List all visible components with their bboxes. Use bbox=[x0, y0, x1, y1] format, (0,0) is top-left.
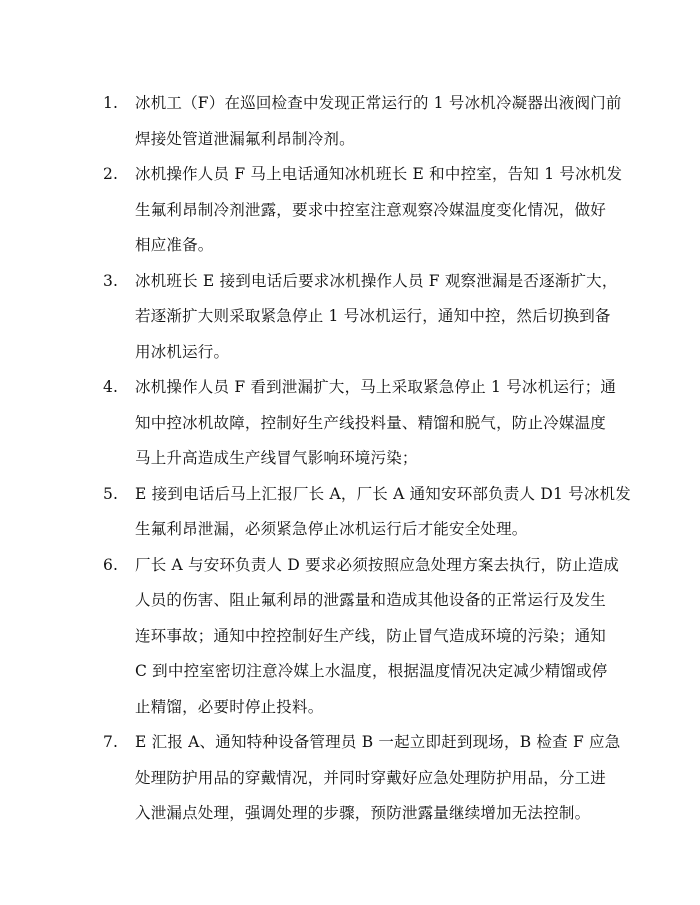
list-item bbox=[103, 264, 633, 371]
item-text-line: 冰机操作人员 F 看到泄漏扩大，马上采取紧急停止 1 号冰机运行；通 bbox=[135, 378, 617, 396]
item-text-line: 知中控冰机故障，控制好生产线投料量、精馏和脱气，防止冷媒温度 bbox=[135, 413, 607, 432]
item-text-line: 若逐渐扩大则采取紧急停止 1 号冰机运行，通知中控，然后切换到备 bbox=[135, 307, 611, 325]
item-text-line: 生氟利昂泄漏，必须紧急停止冰机运行后才能安全处理。 bbox=[135, 520, 528, 538]
item-number: 2. bbox=[103, 165, 119, 183]
item-text-line: 冰机操作人员 F 马上电话通知冰机班长 E 和中控室，告知 1 号冰机发 bbox=[135, 165, 623, 183]
item-text-line: 冰机班长 E 接到电话后要求冰机操作人员 F 观察泄漏是否逐渐扩大， bbox=[135, 271, 618, 290]
item-text-line: E 接到电话后马上汇报厂长 A，厂长 A 通知安环部负责人 D1 号冰机发 bbox=[135, 484, 631, 503]
item-text-line: 止精馏，必要时停止投料。 bbox=[135, 697, 324, 716]
list-item bbox=[103, 157, 633, 264]
item-text-line: 用冰机运行。 bbox=[135, 342, 230, 361]
item-number: 6. bbox=[103, 555, 119, 574]
list-item bbox=[103, 86, 633, 157]
list-item bbox=[103, 477, 633, 548]
item-text-line: 厂长 A 与安环负责人 D 要求必须按照应急处理方案去执行，防止造成 bbox=[135, 555, 620, 574]
procedure-list bbox=[103, 86, 633, 832]
item-number: 1. bbox=[103, 94, 119, 112]
list-item bbox=[103, 370, 633, 477]
item-text-line: 连环事故；通知中控控制好生产线，防止冒气造成环境的污染；通知 bbox=[135, 626, 607, 645]
item-number: 7. bbox=[103, 733, 119, 751]
item-number: 5. bbox=[103, 484, 119, 503]
item-text-line: C 到中控室密切注意冷媒上水温度，根据温度情况决定减少精馏或停 bbox=[135, 662, 608, 680]
list-item bbox=[103, 725, 633, 832]
item-text-line: 人员的伤害、阻止氟利昂的泄露量和造成其他设备的正常运行及发生 bbox=[135, 591, 607, 609]
list-item bbox=[103, 548, 633, 726]
item-text-line: 入泄漏点处理，强调处理的步骤，预防泄露量继续增加无法控制。 bbox=[135, 804, 591, 822]
item-text-line: 冰机工（F）在巡回检查中发现正常运行的 1 号冰机冷凝器出液阀门前 bbox=[135, 94, 622, 112]
item-text-line: 生氟利昂制冷剂泄露，要求中控室注意观察冷媒温度变化情况，做好 bbox=[135, 200, 607, 219]
item-text-line: 相应准备。 bbox=[135, 236, 214, 254]
item-text-line: 处理防护用品的穿戴情况，并同时穿戴好应急处理防护用品，分工进 bbox=[135, 768, 607, 787]
item-number: 3. bbox=[103, 271, 119, 290]
item-text-line: 焊接处管道泄漏氟利昂制冷剂。 bbox=[135, 129, 355, 148]
item-number: 4. bbox=[103, 378, 119, 396]
item-text-line: 马上升高造成生产线冒气影响环境污染； bbox=[135, 449, 418, 467]
item-text-line: E 汇报 A、通知特种设备管理员 B 一起立即赶到现场，B 检查 F 应急 bbox=[135, 733, 621, 751]
